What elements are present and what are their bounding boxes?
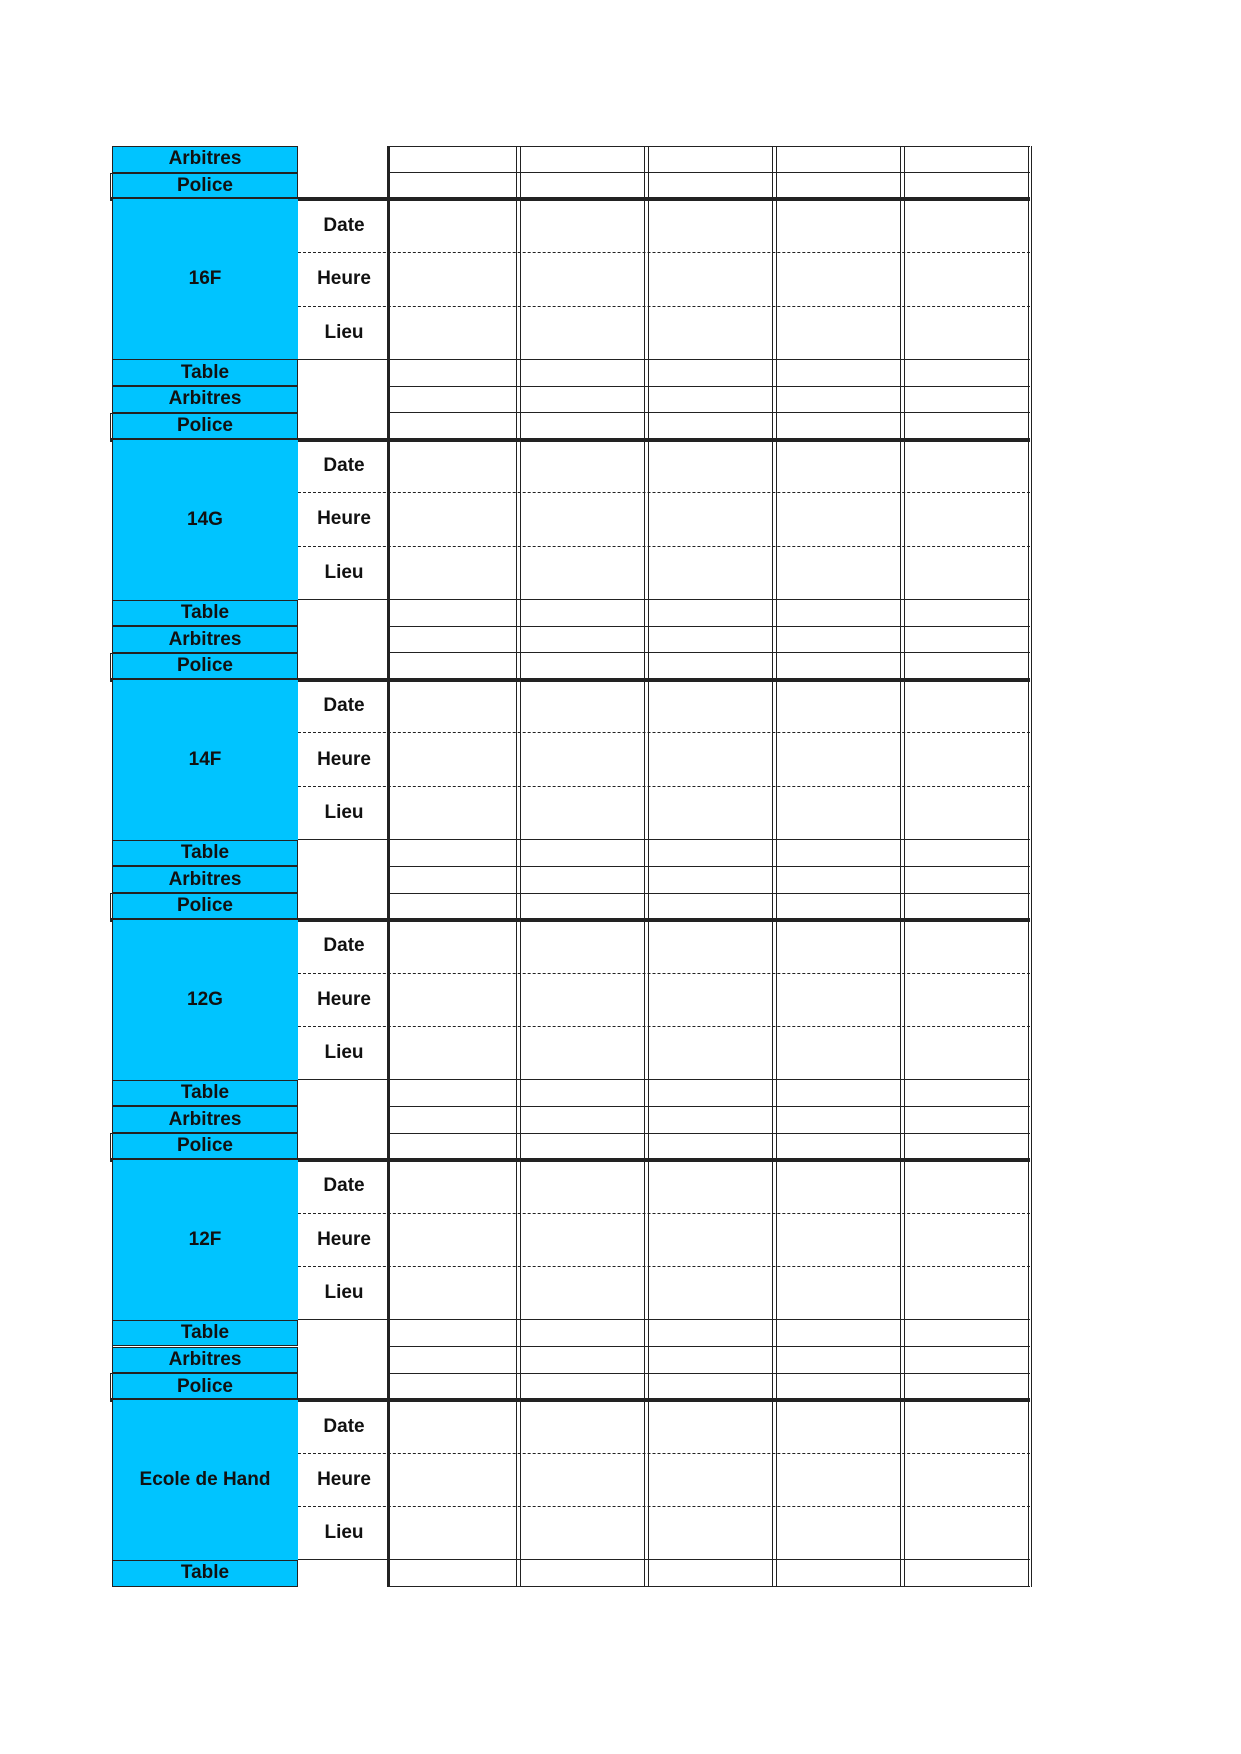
entry-cell[interactable]	[901, 386, 1030, 413]
entry-cell[interactable]	[389, 1266, 517, 1319]
entry-cell[interactable]	[773, 1507, 901, 1560]
entry-cell[interactable]	[645, 1453, 773, 1506]
entry-cell[interactable]	[773, 1347, 901, 1374]
entry-cell[interactable]	[517, 1133, 645, 1160]
sub-label-date: Date	[323, 1415, 365, 1437]
entry-cell[interactable]	[773, 146, 901, 173]
entry-cell[interactable]	[645, 1106, 773, 1133]
entry-cell[interactable]	[645, 199, 773, 252]
entry-cell[interactable]	[645, 733, 773, 786]
entry-cell[interactable]	[517, 893, 645, 920]
entry-cell[interactable]	[389, 306, 517, 359]
row-label: Arbitres	[112, 1347, 298, 1374]
entry-cell[interactable]	[901, 600, 1030, 627]
entry-cell[interactable]	[901, 1373, 1030, 1400]
entry-cell[interactable]	[389, 546, 517, 599]
entry-cell[interactable]	[773, 1373, 901, 1400]
entry-cell[interactable]	[389, 1453, 517, 1506]
section-label: 12F	[112, 1160, 298, 1320]
sub-label-heure: Heure	[317, 268, 371, 290]
grid-line-vertical	[772, 146, 773, 1587]
sub-label-date: Date	[323, 215, 365, 237]
entry-cell[interactable]	[645, 253, 773, 306]
entry-cell[interactable]	[389, 1400, 517, 1453]
entry-cell[interactable]	[901, 1133, 1030, 1160]
row-label: Police	[112, 413, 298, 440]
entry-cell[interactable]	[517, 1453, 645, 1506]
entry-cell[interactable]	[517, 199, 645, 252]
entry-cell[interactable]	[773, 493, 901, 546]
entry-cell[interactable]	[773, 600, 901, 627]
entry-cell[interactable]	[645, 1373, 773, 1400]
entry-cell[interactable]	[901, 440, 1030, 493]
entry-cell[interactable]	[645, 440, 773, 493]
entry-cell[interactable]	[517, 359, 645, 386]
sub-label-heure: Heure	[317, 508, 371, 530]
entry-cell[interactable]	[517, 1026, 645, 1079]
entry-cell[interactable]	[645, 840, 773, 867]
entry-cell[interactable]	[645, 306, 773, 359]
entry-cell[interactable]	[389, 680, 517, 733]
entry-cell[interactable]	[901, 173, 1030, 200]
entry-cell[interactable]	[517, 973, 645, 1026]
entry-cell[interactable]	[773, 1320, 901, 1347]
entry-cell[interactable]	[901, 893, 1030, 920]
entry-cell[interactable]	[645, 786, 773, 839]
entry-cell[interactable]	[389, 653, 517, 680]
entry-cell[interactable]	[901, 786, 1030, 839]
entry-cell[interactable]	[517, 1266, 645, 1319]
section-label: Ecole de Hand	[112, 1400, 298, 1560]
entry-cell[interactable]	[773, 546, 901, 599]
entry-cell[interactable]	[389, 1133, 517, 1160]
sub-label-lieu: Lieu	[324, 1042, 364, 1064]
entry-cell[interactable]	[389, 440, 517, 493]
row-label: Police	[112, 893, 298, 920]
entry-cell[interactable]	[773, 440, 901, 493]
entry-cell[interactable]	[645, 653, 773, 680]
entry-cell[interactable]	[901, 1320, 1030, 1347]
grid-line-vertical	[648, 146, 649, 1587]
entry-cell[interactable]	[901, 413, 1030, 440]
sub-label-date: Date	[323, 695, 365, 717]
entry-cell[interactable]	[517, 1160, 645, 1213]
entry-cell[interactable]	[773, 1106, 901, 1133]
entry-cell[interactable]	[517, 1507, 645, 1560]
entry-cell[interactable]	[517, 786, 645, 839]
entry-cell[interactable]	[773, 1453, 901, 1506]
entry-cell[interactable]	[645, 359, 773, 386]
entry-cell[interactable]	[389, 733, 517, 786]
entry-cell[interactable]	[645, 1560, 773, 1587]
entry-cell[interactable]	[645, 493, 773, 546]
entry-cell[interactable]	[389, 786, 517, 839]
entry-cell[interactable]	[901, 733, 1030, 786]
entry-cell[interactable]	[773, 253, 901, 306]
grid-line-vertical	[904, 146, 905, 1587]
entry-cell[interactable]	[517, 653, 645, 680]
sub-label-heure: Heure	[317, 748, 371, 770]
row-label: Police	[112, 1133, 298, 1160]
entry-cell[interactable]	[901, 1266, 1030, 1319]
entry-cell[interactable]	[517, 1213, 645, 1266]
entry-cell[interactable]	[901, 973, 1030, 1026]
entry-cell[interactable]	[773, 786, 901, 839]
entry-cell[interactable]	[901, 1560, 1030, 1587]
entry-cell[interactable]	[901, 1160, 1030, 1213]
entry-cell[interactable]	[389, 1160, 517, 1213]
entry-cell[interactable]	[389, 173, 517, 200]
row-label: Arbitres	[112, 626, 298, 653]
entry-cell[interactable]	[389, 920, 517, 973]
entry-cell[interactable]	[901, 866, 1030, 893]
sub-label-heure: Heure	[317, 1468, 371, 1490]
entry-cell[interactable]	[773, 413, 901, 440]
entry-cell[interactable]	[389, 893, 517, 920]
row-label: Arbitres	[112, 146, 298, 173]
entry-cell[interactable]	[389, 1320, 517, 1347]
entry-cell[interactable]	[517, 546, 645, 599]
entry-cell[interactable]	[645, 1160, 773, 1213]
entry-cell[interactable]	[389, 1347, 517, 1374]
entry-cell[interactable]	[389, 1373, 517, 1400]
entry-cell[interactable]	[901, 1453, 1030, 1506]
entry-cell[interactable]	[901, 1106, 1030, 1133]
entry-cell[interactable]	[901, 1026, 1030, 1079]
grid-line-vertical	[1028, 146, 1029, 1587]
entry-cell[interactable]	[901, 1507, 1030, 1560]
entry-cell[interactable]	[389, 386, 517, 413]
entry-cell[interactable]	[901, 653, 1030, 680]
entry-cell[interactable]	[645, 893, 773, 920]
entry-cell[interactable]	[901, 840, 1030, 867]
entry-cell[interactable]	[773, 893, 901, 920]
sub-label-lieu: Lieu	[324, 1282, 364, 1304]
section-label: 14F	[112, 680, 298, 840]
row-label: Table	[112, 1560, 298, 1587]
entry-cell[interactable]	[773, 920, 901, 973]
entry-cell[interactable]	[773, 386, 901, 413]
sub-label-lieu: Lieu	[324, 1522, 364, 1544]
entry-cell[interactable]	[773, 1160, 901, 1213]
entry-cell[interactable]	[773, 306, 901, 359]
row-label: Table	[112, 1320, 298, 1347]
sub-label-date: Date	[323, 455, 365, 477]
row-label: Table	[112, 1080, 298, 1107]
entry-cell[interactable]	[773, 626, 901, 653]
entry-cell[interactable]	[901, 199, 1030, 252]
entry-cell[interactable]	[389, 1106, 517, 1133]
entry-cell[interactable]	[773, 1560, 901, 1587]
entry-cell[interactable]	[517, 626, 645, 653]
entry-cell[interactable]	[517, 1373, 645, 1400]
row-label: Table	[112, 840, 298, 867]
sub-label-lieu: Lieu	[324, 321, 364, 343]
entry-cell[interactable]	[517, 386, 645, 413]
entry-cell[interactable]	[389, 1507, 517, 1560]
entry-cell[interactable]	[773, 866, 901, 893]
entry-cell[interactable]	[389, 253, 517, 306]
entry-cell[interactable]	[517, 733, 645, 786]
entry-cell[interactable]	[517, 1106, 645, 1133]
entry-cell[interactable]	[645, 1320, 773, 1347]
entry-cell[interactable]	[389, 146, 517, 173]
entry-cell[interactable]	[645, 386, 773, 413]
entry-cell[interactable]	[517, 1347, 645, 1374]
entry-cell[interactable]	[645, 413, 773, 440]
entry-cell[interactable]	[517, 1400, 645, 1453]
row-label: Arbitres	[112, 1106, 298, 1133]
entry-cell[interactable]	[645, 1347, 773, 1374]
entry-cell[interactable]	[389, 840, 517, 867]
entry-cell[interactable]	[389, 1213, 517, 1266]
entry-cell[interactable]	[517, 920, 645, 973]
entry-cell[interactable]	[389, 199, 517, 252]
entry-cell[interactable]	[773, 359, 901, 386]
entry-cell[interactable]	[645, 546, 773, 599]
entry-cell[interactable]	[901, 1400, 1030, 1453]
entry-cell[interactable]	[901, 920, 1030, 973]
entry-cell[interactable]	[389, 413, 517, 440]
entry-cell[interactable]	[389, 973, 517, 1026]
entry-cell[interactable]	[517, 840, 645, 867]
entry-cell[interactable]	[517, 1080, 645, 1107]
entry-cell[interactable]	[517, 173, 645, 200]
section-label: 16F	[112, 199, 298, 359]
entry-cell[interactable]	[517, 866, 645, 893]
entry-cell[interactable]	[901, 1080, 1030, 1107]
entry-cell[interactable]	[389, 1026, 517, 1079]
entry-cell[interactable]	[645, 920, 773, 973]
grid-line-vertical	[776, 146, 777, 1587]
entry-cell[interactable]	[645, 680, 773, 733]
entry-cell[interactable]	[901, 626, 1030, 653]
grid-line-vertical	[1031, 146, 1032, 1587]
entry-cell[interactable]	[517, 600, 645, 627]
entry-cell[interactable]	[773, 1026, 901, 1079]
entry-cell[interactable]	[389, 359, 517, 386]
grid-line-vertical	[520, 146, 521, 1587]
entry-cell[interactable]	[517, 493, 645, 546]
entry-cell[interactable]	[773, 173, 901, 200]
row-label: Arbitres	[112, 386, 298, 413]
row-label: Table	[112, 600, 298, 627]
entry-cell[interactable]	[645, 973, 773, 1026]
entry-cell[interactable]	[645, 1080, 773, 1107]
row-label: Police	[112, 1373, 298, 1400]
entry-cell[interactable]	[773, 680, 901, 733]
entry-cell[interactable]	[389, 493, 517, 546]
entry-cell[interactable]	[517, 413, 645, 440]
entry-cell[interactable]	[645, 1507, 773, 1560]
entry-cell[interactable]	[645, 1213, 773, 1266]
entry-cell[interactable]	[389, 600, 517, 627]
row-label: Table	[112, 359, 298, 386]
row-label: Police	[112, 173, 298, 200]
section-label: 12G	[112, 920, 298, 1080]
entry-cell[interactable]	[773, 840, 901, 867]
entry-cell[interactable]	[773, 1080, 901, 1107]
sub-label-date: Date	[323, 1175, 365, 1197]
entry-cell[interactable]	[389, 866, 517, 893]
entry-cell[interactable]	[389, 1080, 517, 1107]
entry-cell[interactable]	[773, 973, 901, 1026]
entry-cell[interactable]	[901, 493, 1030, 546]
entry-cell[interactable]	[517, 146, 645, 173]
grid-line-horizontal	[389, 1586, 1030, 1587]
entry-cell[interactable]	[517, 1560, 645, 1587]
entry-cell[interactable]	[901, 359, 1030, 386]
entry-cell[interactable]	[773, 1213, 901, 1266]
entry-cell[interactable]	[901, 680, 1030, 733]
entry-cell[interactable]	[645, 626, 773, 653]
entry-cell[interactable]	[389, 626, 517, 653]
grid-line-vertical	[387, 146, 390, 1587]
entry-cell[interactable]	[645, 600, 773, 627]
row-label: Arbitres	[112, 866, 298, 893]
section-label: 14G	[112, 440, 298, 600]
entry-cell[interactable]	[645, 866, 773, 893]
sub-label-lieu: Lieu	[324, 561, 364, 583]
entry-cell[interactable]	[517, 1320, 645, 1347]
entry-cell[interactable]	[901, 146, 1030, 173]
sub-label-date: Date	[323, 935, 365, 957]
entry-cell[interactable]	[389, 1560, 517, 1587]
entry-cell[interactable]	[517, 680, 645, 733]
entry-cell[interactable]	[645, 146, 773, 173]
entry-cell[interactable]	[645, 1400, 773, 1453]
row-label: Police	[112, 653, 298, 680]
entry-cell[interactable]	[773, 1266, 901, 1319]
entry-cell[interactable]	[901, 546, 1030, 599]
grid-line-vertical	[516, 146, 517, 1587]
grid-line-vertical	[644, 146, 645, 1587]
grid-line-vertical	[900, 146, 901, 1587]
sub-label-heure: Heure	[317, 988, 371, 1010]
entry-cell[interactable]	[645, 1026, 773, 1079]
entry-cell[interactable]	[517, 253, 645, 306]
entry-cell[interactable]	[901, 1213, 1030, 1266]
entry-cell[interactable]	[901, 253, 1030, 306]
entry-cell[interactable]	[645, 173, 773, 200]
entry-cell[interactable]	[901, 306, 1030, 359]
entry-cell[interactable]	[773, 653, 901, 680]
label-column-border	[112, 146, 113, 1587]
entry-cell[interactable]	[773, 733, 901, 786]
entry-cell[interactable]	[517, 440, 645, 493]
entry-cell[interactable]	[773, 1133, 901, 1160]
sub-label-lieu: Lieu	[324, 801, 364, 823]
entry-cell[interactable]	[645, 1266, 773, 1319]
entry-cell[interactable]	[645, 1133, 773, 1160]
sub-label-heure: Heure	[317, 1228, 371, 1250]
entry-cell[interactable]	[901, 1347, 1030, 1374]
entry-cell[interactable]	[517, 306, 645, 359]
entry-cell[interactable]	[773, 199, 901, 252]
entry-cell[interactable]	[773, 1400, 901, 1453]
